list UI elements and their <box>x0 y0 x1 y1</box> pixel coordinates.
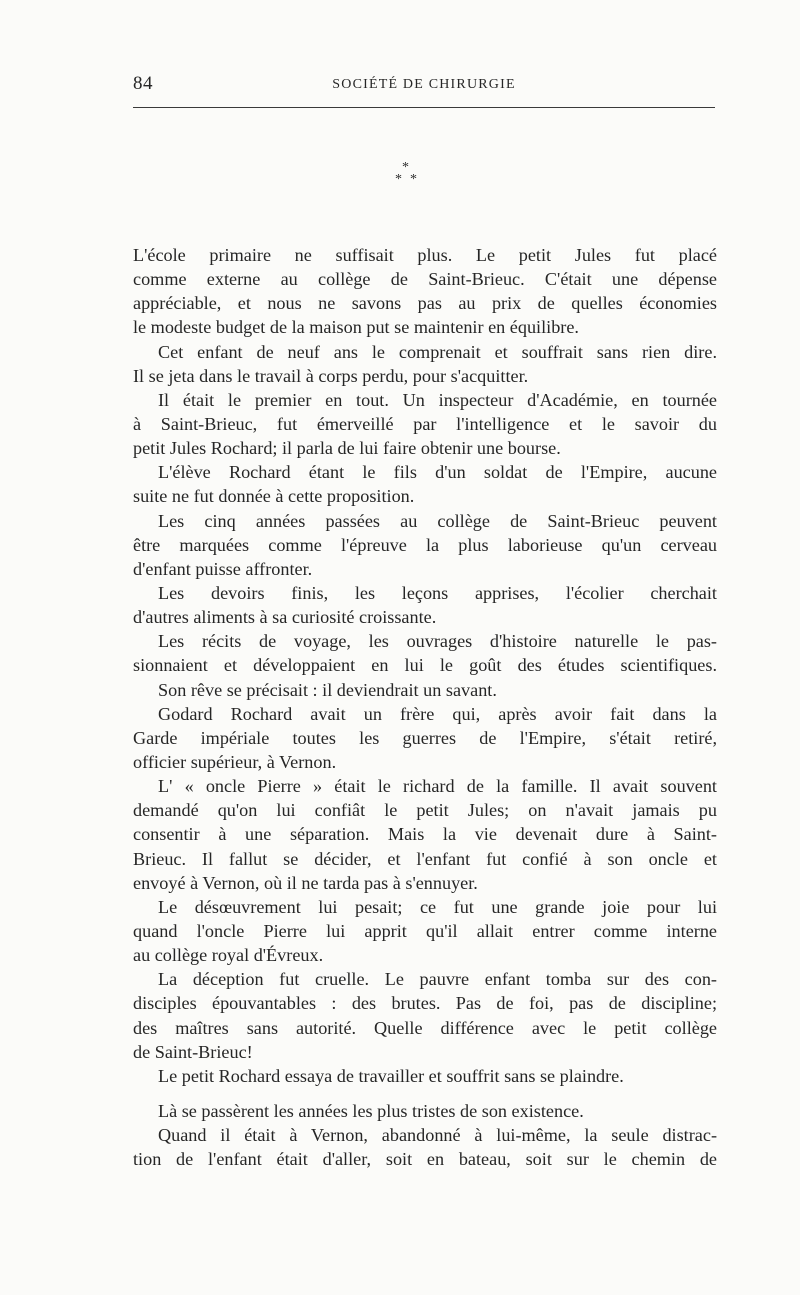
text-line: Cet enfant de neuf ans le comprenait et souffrait sans rien dire. <box>158 341 717 362</box>
text-line: tion de l'enfant était d'aller, soit en bateau, soit sur le chemin de <box>133 1149 717 1170</box>
text-line: Brieuc. Il fallut se décider, et l'enfant fut confié à son oncle et <box>133 848 717 869</box>
text-line: Godard Rochard avait un frère qui, après avoir fait dans la <box>158 703 717 724</box>
text-line: appréciable, et nous ne savons pas au prix de quelles économies <box>133 293 717 314</box>
page-number: 84 <box>133 73 153 94</box>
text-line: au collège royal d'Évreux. <box>133 945 324 966</box>
text-line: La déception fut cruelle. Le pauvre enfant tomba sur des con- <box>158 969 717 990</box>
text-line: le modeste budget de la maison put se maintenir en équilibre. <box>133 317 579 338</box>
text-line: comme externe au collège de Saint-Brieuc. C'était une dépense <box>133 269 717 290</box>
text-line: à Saint-Brieuc, fut émerveillé par l'intelligence et le savoir du <box>133 413 717 434</box>
asterisk-icon: * <box>402 160 409 175</box>
text-line: Là se passèrent les années les plus tristes de son existence. <box>158 1100 584 1121</box>
text-line: envoyé à Vernon, où il ne tarda pas à s'ennuyer. <box>133 872 478 893</box>
asterisk-icon: * <box>410 172 417 187</box>
text-line: Il était le premier en tout. Un inspecteur d'Académie, en tournée <box>158 389 717 410</box>
text-line: Les récits de voyage, les ouvrages d'histoire naturelle le pas- <box>158 631 717 652</box>
running-head <box>133 72 715 96</box>
text-line: quand l'oncle Pierre lui apprit qu'il allait entrer comme interne <box>133 920 717 941</box>
asterism-ornament <box>385 154 445 200</box>
paragraph-gap <box>133 1088 717 1099</box>
text-line: Le désœuvrement lui pesait; ce fut une grande joie pour lui <box>158 896 717 917</box>
text-line: de Saint-Brieuc! <box>133 1041 253 1062</box>
text-line: Le petit Rochard essaya de travailler et souffrit sans se plaindre. <box>158 1065 624 1086</box>
text-line: Les devoirs finis, les leçons apprises, l'écolier cherchait <box>158 582 717 603</box>
header-divider <box>133 107 715 108</box>
body-text <box>133 243 717 1171</box>
text-line: petit Jules Rochard; il parla de lui faire obtenir une bourse. <box>133 438 561 459</box>
text-line: L'élève Rochard étant le fils d'un soldat de l'Empire, aucune <box>158 462 717 483</box>
text-line: disciples épouvantables : des brutes. Pas de foi, pas de discipline; <box>133 993 717 1014</box>
text-line: L'école primaire ne suffisait plus. Le petit Jules fut placé <box>133 245 717 265</box>
text-line: officier supérieur, à Vernon. <box>133 751 337 772</box>
text-line: d'enfant puisse affronter. <box>133 558 313 579</box>
text-line: sionnaient et développaient en lui le goût des études scientifiques. <box>133 655 717 676</box>
text-line: Quand il était à Vernon, abandonné à lui-même, la seule distrac- <box>158 1125 717 1146</box>
text-line: des maîtres sans autorité. Quelle différence avec le petit collège <box>133 1017 717 1038</box>
text-line: L' « oncle Pierre » était le richard de la famille. Il avait souvent <box>158 776 717 797</box>
text-line: suite ne fut donnée à cette proposition. <box>133 486 415 507</box>
running-title: SOCIÉTÉ DE CHIRURGIE <box>332 77 516 92</box>
text-line: d'autres aliments à sa curiosité croissante. <box>133 607 437 628</box>
text-line: Garde impériale toutes les guerres de l'Empire, s'était retiré, <box>133 727 717 748</box>
text-line: Il se jeta dans le travail à corps perdu, pour s'acquitter. <box>133 365 529 386</box>
text-line: Son rêve se précisait : il deviendrait un savant. <box>158 679 497 700</box>
text-line: Les cinq années passées au collège de Saint-Brieuc peuvent <box>158 510 717 531</box>
asterisk-icon: * <box>395 172 402 187</box>
text-line: être marquées comme l'épreuve la plus laborieuse qu'un cerveau <box>133 534 717 555</box>
text-line: demandé qu'on lui confiât le petit Jules; on n'avait jamais pu <box>133 800 717 821</box>
text-line: consentir à une séparation. Mais la vie devenait dure à Saint- <box>133 824 717 845</box>
